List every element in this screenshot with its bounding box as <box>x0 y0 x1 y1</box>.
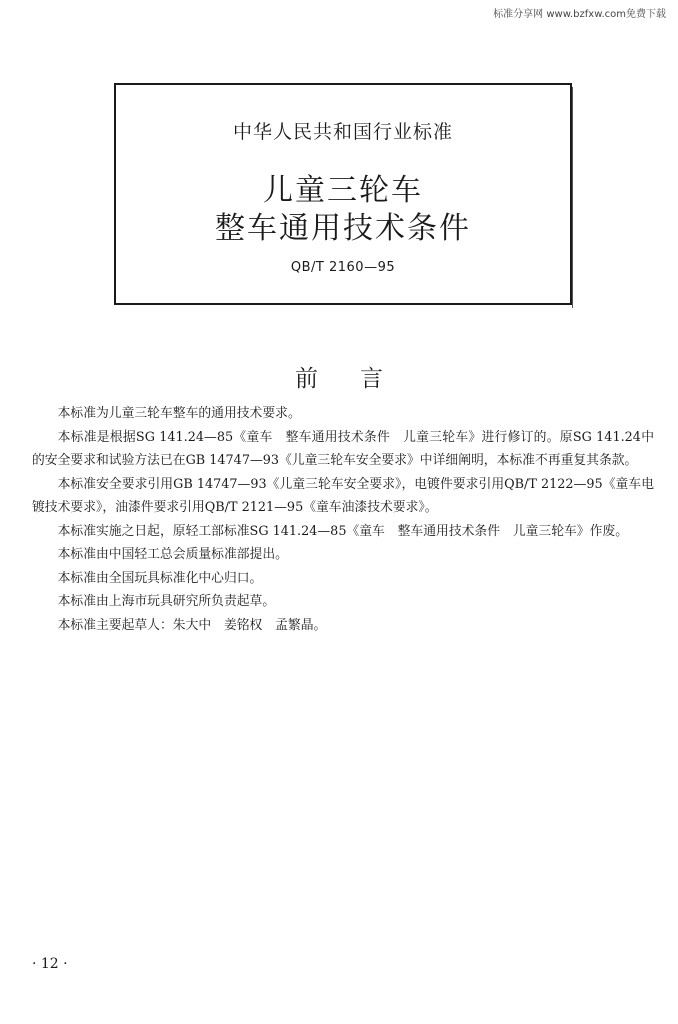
industry-standard-label: 中华人民共和国行业标准 <box>232 121 453 143</box>
standard-code: QB/T 2160—95 <box>290 260 396 275</box>
watermark-text: 标准分享网 www.bzfxw.com免费下载 <box>493 9 666 20</box>
preface-paragraph: 本标准是根据SG 141.24—85《童车 整车通用技术条件 儿童三轮车》进行修订的。原SG 141.24中的安全要求和试验方法已在GB 14747—93《儿童三轮车安全要求》中详细阐明，本标准不再重复其条款。 <box>32 429 654 468</box>
document-title-line-1: 儿童三轮车 <box>263 173 423 208</box>
preface-paragraph: 本标准由中国轻工总会质量标准部提出。 <box>57 547 288 562</box>
preface-paragraph: 本标准实施之日起，原轻工部标准SG 141.24—85《童车 整车通用技术条件 儿童三轮车》作废。 <box>57 523 628 539</box>
preface-heading: 前言 <box>295 366 425 392</box>
preface-paragraph: 本标准主要起草人：朱大中 姜铭权 孟繁晶。 <box>57 617 327 633</box>
page-number: · 12 · <box>32 956 68 972</box>
preface-paragraph: 本标准安全要求引用GB 14747—93《儿童三轮车安全要求》，电镀件要求引用QB/T 2122—95《童车电镀技术要求》，油漆件要求引用QB/T 2121—95《童车油漆技术要求》。 <box>32 476 654 515</box>
preface-paragraph: 本标准为儿童三轮车整车的通用技术要求。 <box>57 406 301 421</box>
preface-paragraph: 本标准由全国玩具标准化中心归口。 <box>57 570 263 586</box>
preface-paragraph: 本标准由上海市玩具研究所负责起草。 <box>57 594 276 609</box>
cover-title-box <box>114 83 572 305</box>
box-edge-line <box>572 87 577 308</box>
preface-body <box>32 402 654 637</box>
document-title-line-2: 整车通用技术条件 <box>215 211 471 246</box>
